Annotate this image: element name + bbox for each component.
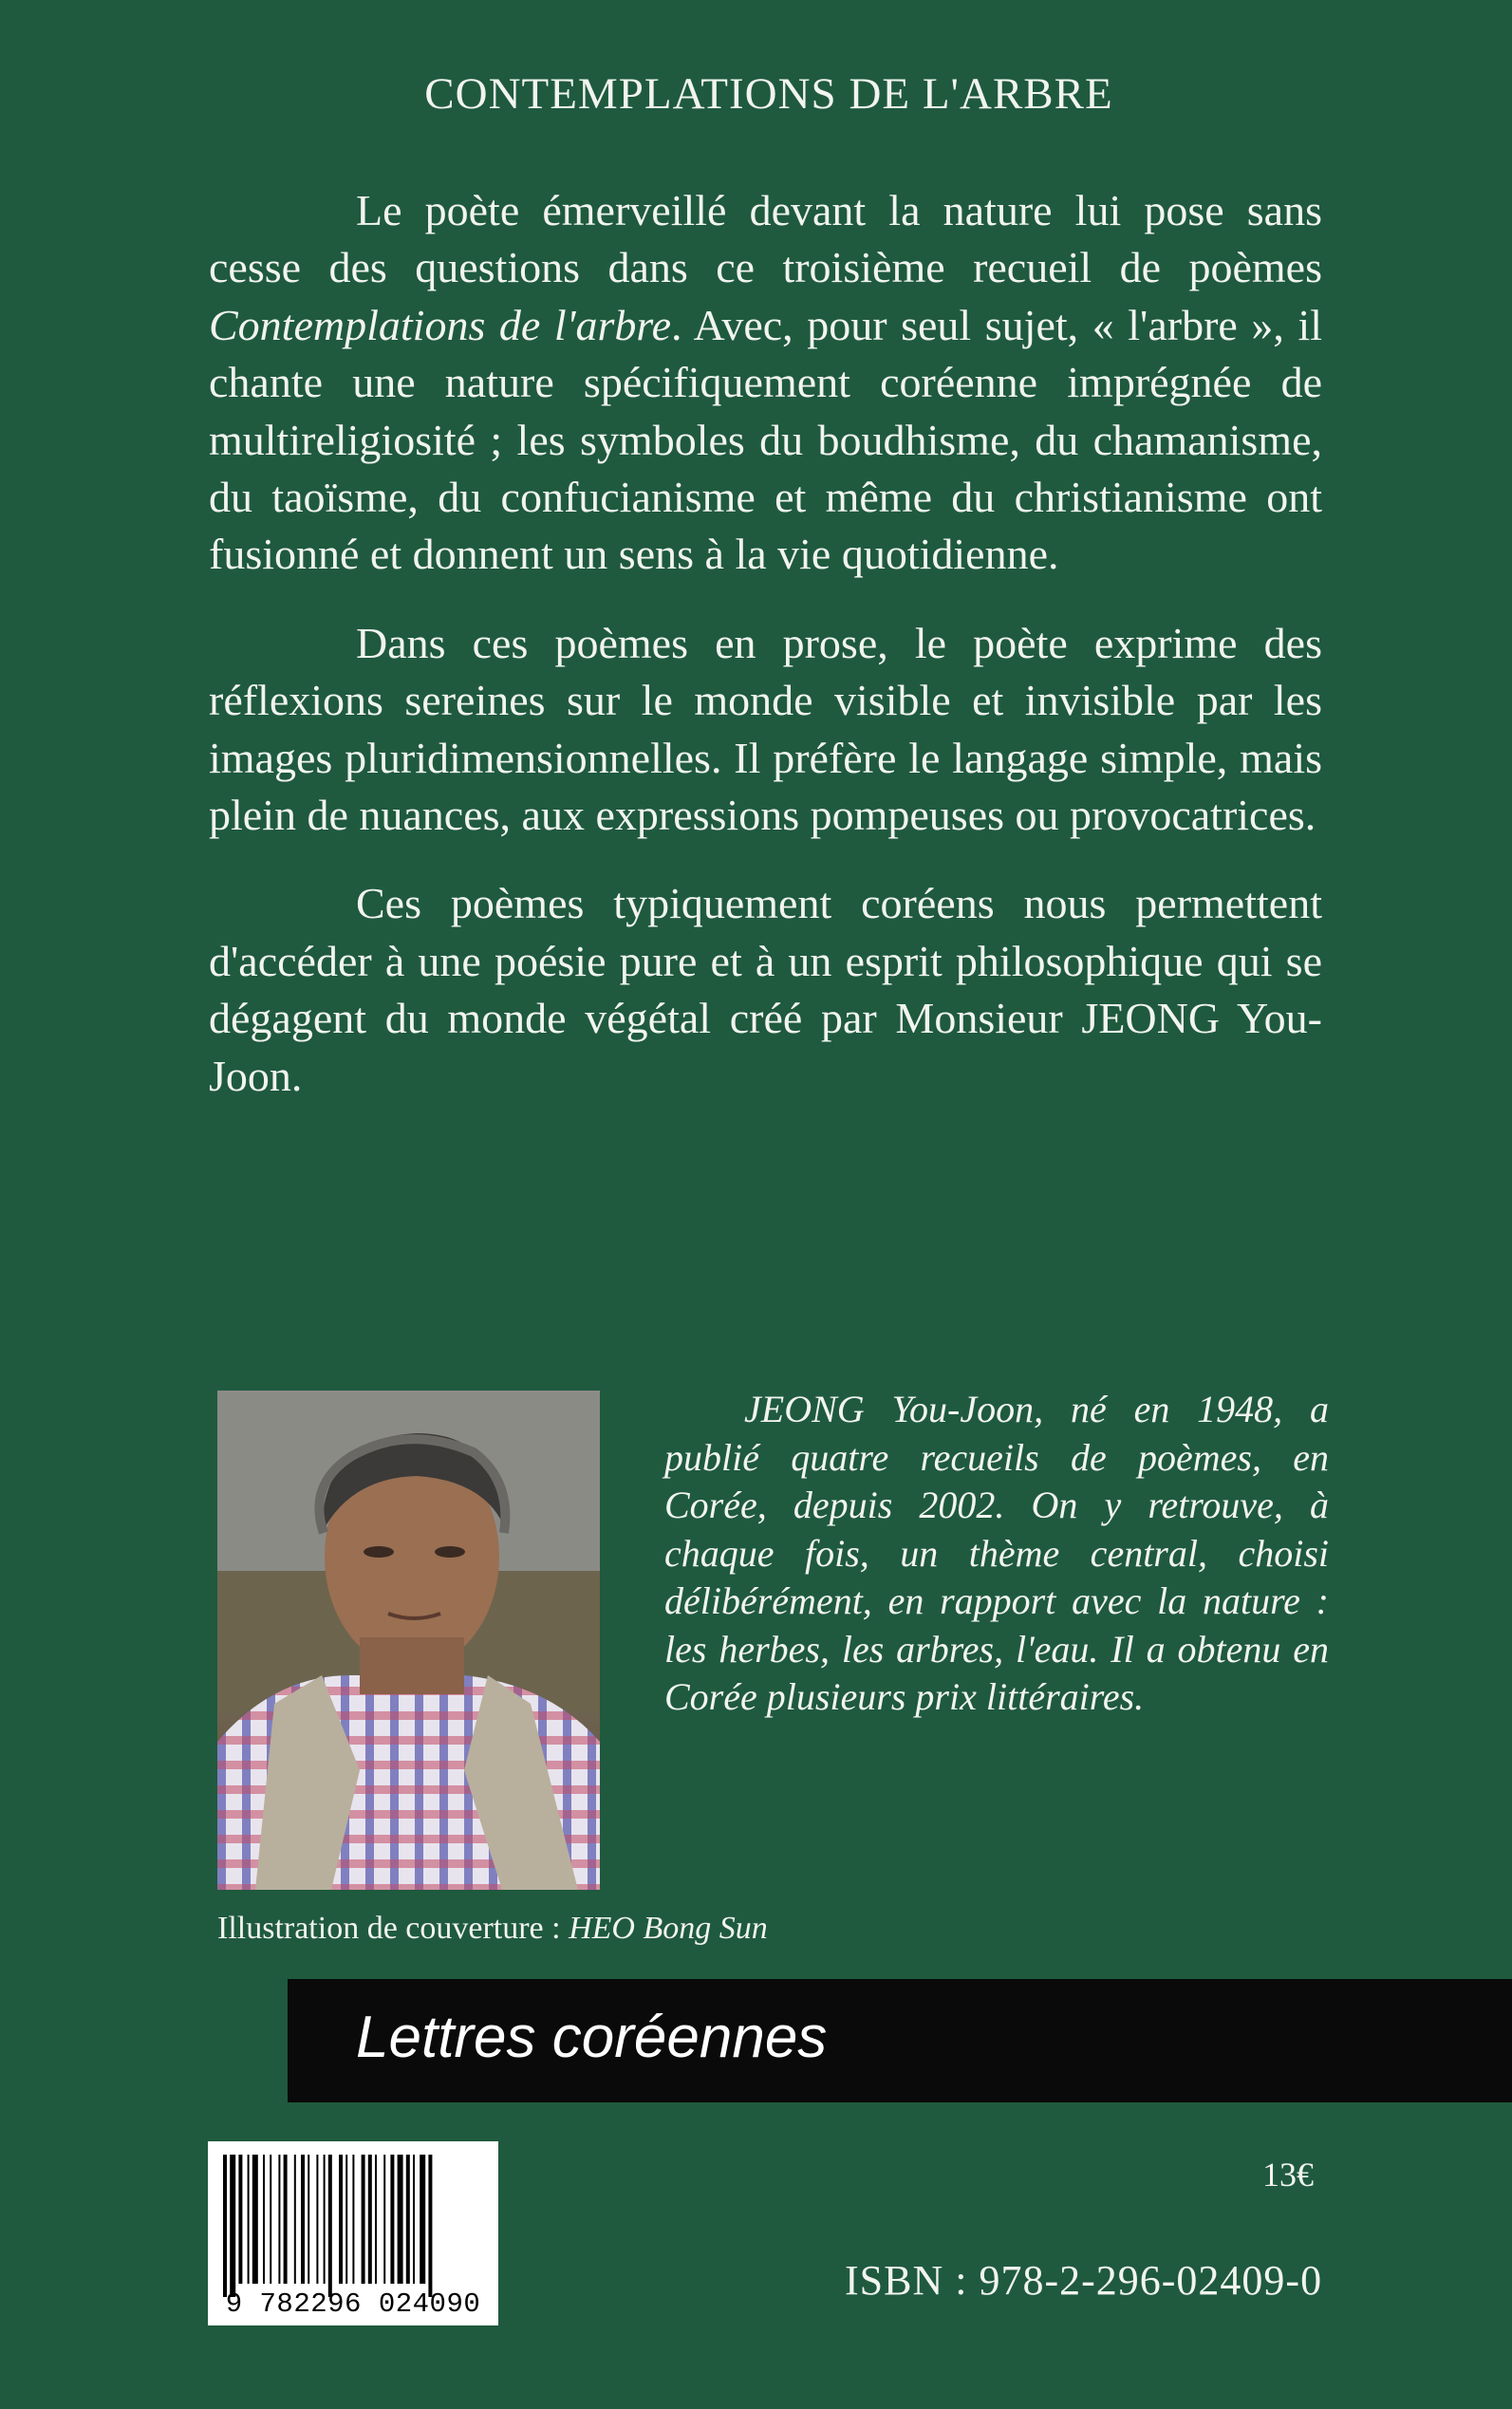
barcode-bar <box>316 2155 318 2284</box>
author-biography: JEONG You-Joon, né en 1948, a publié quatre recueils de poèmes, en Corée, depuis 2002. On y retrouve, à chaque fois, un thème central, choisi délibérément, en rapport avec la nature : les herbes, les arbres, l'eau. Il a obtenu en Corée plusieurs prix littéraires. <box>664 1388 1329 1718</box>
barcode-bar <box>362 2155 365 2284</box>
series-name: Lettres coréennes <box>356 2005 828 2070</box>
barcode-bar <box>368 2155 372 2284</box>
barcode-bar <box>263 2155 265 2284</box>
barcode-bar <box>270 2155 271 2284</box>
summary-paragraph-1-start: Le poète émerveillé devant la nature lui pose sans cesse des questions dans ce troisième recueil de poèmes <box>209 186 1322 292</box>
cover-illustration-credit <box>217 1911 768 1947</box>
barcode-bar <box>390 2155 394 2284</box>
price: 13€ <box>1262 2156 1314 2194</box>
barcode-bar <box>324 2155 326 2284</box>
summary-paragraph-2: Dans ces poèmes en prose, le poète exprime des réflexions sereines sur le monde visible et invisible par les images pluridimensionnelles. Il préfère le langage simple, mais plein de nuances, aux expressions pompeuses ou provocatrices. <box>209 618 1322 840</box>
barcode-bar <box>428 2155 432 2297</box>
series-band <box>288 1979 1512 2102</box>
author-photo <box>217 1391 600 1890</box>
barcode-bar <box>294 2155 296 2284</box>
book-title: CONTEMPLATIONS DE L'ARBRE <box>424 69 1113 119</box>
credit-artist: HEO Bong Sun <box>569 1911 768 1946</box>
barcode-bar <box>420 2155 425 2284</box>
barcode-bar <box>223 2155 227 2297</box>
barcode-bar <box>252 2155 258 2284</box>
barcode-bar <box>398 2155 403 2284</box>
barcode <box>208 2141 498 2325</box>
barcode-bar <box>413 2155 415 2284</box>
barcode-number: 9 782296 024090 <box>225 2288 481 2320</box>
barcode-bar <box>278 2155 280 2284</box>
barcode-bar <box>383 2155 385 2284</box>
barcode-bar <box>352 2155 354 2284</box>
barcode-bar <box>248 2155 250 2284</box>
summary-paragraph-1-end: . Avec, pour seul sujet, « l'arbre », il chante une nature spécifiquement coréenne imprégnée de multireligiosité ; les symboles du boudhisme, du chamanisme, du taoïsme, du confucianisme et même du christianisme ont fusionné et donnent un sens à la vie quotidienne. <box>209 300 1323 579</box>
barcode-bar <box>345 2155 347 2284</box>
barcode-bar <box>230 2155 235 2297</box>
barcode-bar <box>375 2155 377 2284</box>
barcode-bar <box>238 2155 242 2284</box>
barcode-bar <box>328 2155 332 2297</box>
back-cover-summary <box>209 182 1322 1136</box>
summary-book-title: Contemplations de l'arbre <box>209 300 672 349</box>
credit-label: Illustration de couverture : <box>217 1911 569 1946</box>
summary-paragraph-1 <box>209 182 1322 584</box>
barcode-bar <box>284 2155 288 2284</box>
summary-paragraph-3: Ces poèmes typiquement coréens nous permettent d'accéder à une poésie pure et à un esprit philosophique qui se dégagent du monde végétal créé par Monsieur JEONG You-Joon. <box>209 879 1322 1100</box>
barcode-bar <box>339 2155 343 2284</box>
isbn: ISBN : 978-2-296-02409-0 <box>845 2257 1323 2304</box>
barcode-bar <box>301 2155 305 2284</box>
barcode-bar <box>406 2155 410 2284</box>
barcode-bar <box>308 2155 309 2284</box>
